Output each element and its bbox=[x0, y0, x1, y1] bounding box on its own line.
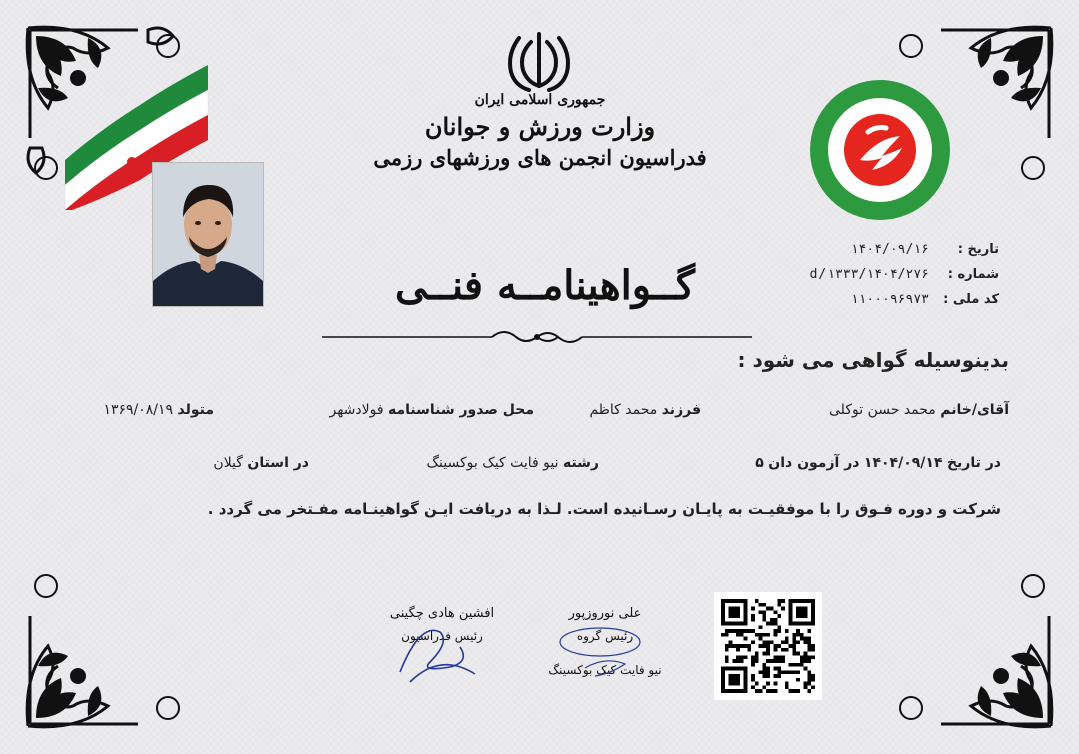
meta-national-id-row bbox=[810, 292, 999, 307]
certificate-meta bbox=[810, 242, 999, 317]
federation-logo bbox=[808, 78, 952, 222]
president-title: رئیس فدراسیون bbox=[401, 629, 483, 643]
president-name: افشین هادی چگینی bbox=[389, 606, 495, 621]
corner-ornament-bottom-left bbox=[18, 546, 208, 736]
province-value: گیلان bbox=[213, 455, 243, 471]
meta-date-value: ۱۴۰۴/۰۹/۱۶ bbox=[850, 242, 929, 257]
iran-emblem-icon bbox=[505, 30, 573, 92]
holder-photo bbox=[152, 162, 264, 307]
meta-national-id-label: کد ملی : bbox=[943, 292, 999, 307]
meta-number-value: ۱۴۰۴/۲۷۶/d/۱۳۳۳ bbox=[809, 267, 929, 282]
exam-label: در آزمون دان bbox=[768, 455, 860, 471]
qr-code[interactable] bbox=[714, 592, 822, 700]
header-text-block bbox=[360, 92, 720, 170]
issue-place-field bbox=[329, 402, 534, 418]
republic-title: جمهوری اسلامی ایران bbox=[474, 92, 606, 108]
field-value: نیو فایت کیک بوکسینگ bbox=[426, 455, 559, 471]
province-field bbox=[213, 455, 309, 471]
birth-field bbox=[103, 402, 214, 418]
meta-national-id-value: ۱۱۰۰۰۹۶۹۷۳ bbox=[850, 292, 929, 307]
lead-statement: بدینوسیله گواهی می شود : bbox=[737, 348, 1009, 372]
group-head-signature bbox=[535, 606, 675, 677]
father-field bbox=[589, 402, 701, 418]
exam-field bbox=[755, 455, 1001, 471]
person-field bbox=[829, 402, 1009, 418]
ornamental-divider bbox=[322, 325, 752, 349]
group-head-title: رئیس گروه bbox=[576, 629, 634, 643]
person-label: آقای/خانم bbox=[940, 402, 1009, 418]
ministry-title: وزارت ورزش و جوانان bbox=[424, 112, 656, 141]
closing-statement: شرکت و دوره فـوق را با موفقیـت به پایـان رسـانیده است. لـذا به دریافت ایـن گواهینـامه مفـتخر می گردد . bbox=[207, 500, 1001, 518]
birth-date: ۱۳۶۹/۰۸/۱۹ bbox=[103, 402, 174, 418]
federation-title: فدراسیون انجمن های ورزشهای رزمی bbox=[373, 145, 707, 170]
group-head-subtitle: نیو فایت کیک بوکسینگ bbox=[548, 663, 662, 677]
date-prefix: در تاریخ bbox=[946, 455, 1001, 471]
certificate-title: گــواهینامــه فنــی bbox=[395, 262, 695, 309]
person-name: محمد حسن توکلی bbox=[829, 402, 936, 418]
issue-place-label: محل صدور شناسنامه bbox=[387, 402, 534, 418]
issue-place-value: فولادشهر bbox=[329, 402, 384, 418]
corner-ornament-bottom-right bbox=[871, 546, 1061, 736]
meta-number-row bbox=[810, 267, 999, 282]
federation-president-signature bbox=[372, 606, 512, 643]
field-of-sport bbox=[427, 455, 600, 471]
birth-label: متولد bbox=[177, 402, 214, 418]
meta-number-label: شماره : bbox=[947, 267, 999, 282]
meta-date-row bbox=[810, 242, 999, 257]
province-label: در استان bbox=[247, 455, 309, 471]
father-name: محمد کاظم bbox=[589, 402, 658, 418]
dan-value: ۵ bbox=[755, 455, 764, 471]
exam-date: ۱۴۰۴/۰۹/۱۴ bbox=[863, 455, 943, 471]
group-head-name: علی نوروزپور bbox=[568, 606, 642, 621]
father-label: فرزند bbox=[661, 402, 701, 418]
meta-date-label: تاریخ : bbox=[957, 242, 999, 257]
field-label: رشته bbox=[562, 455, 599, 471]
